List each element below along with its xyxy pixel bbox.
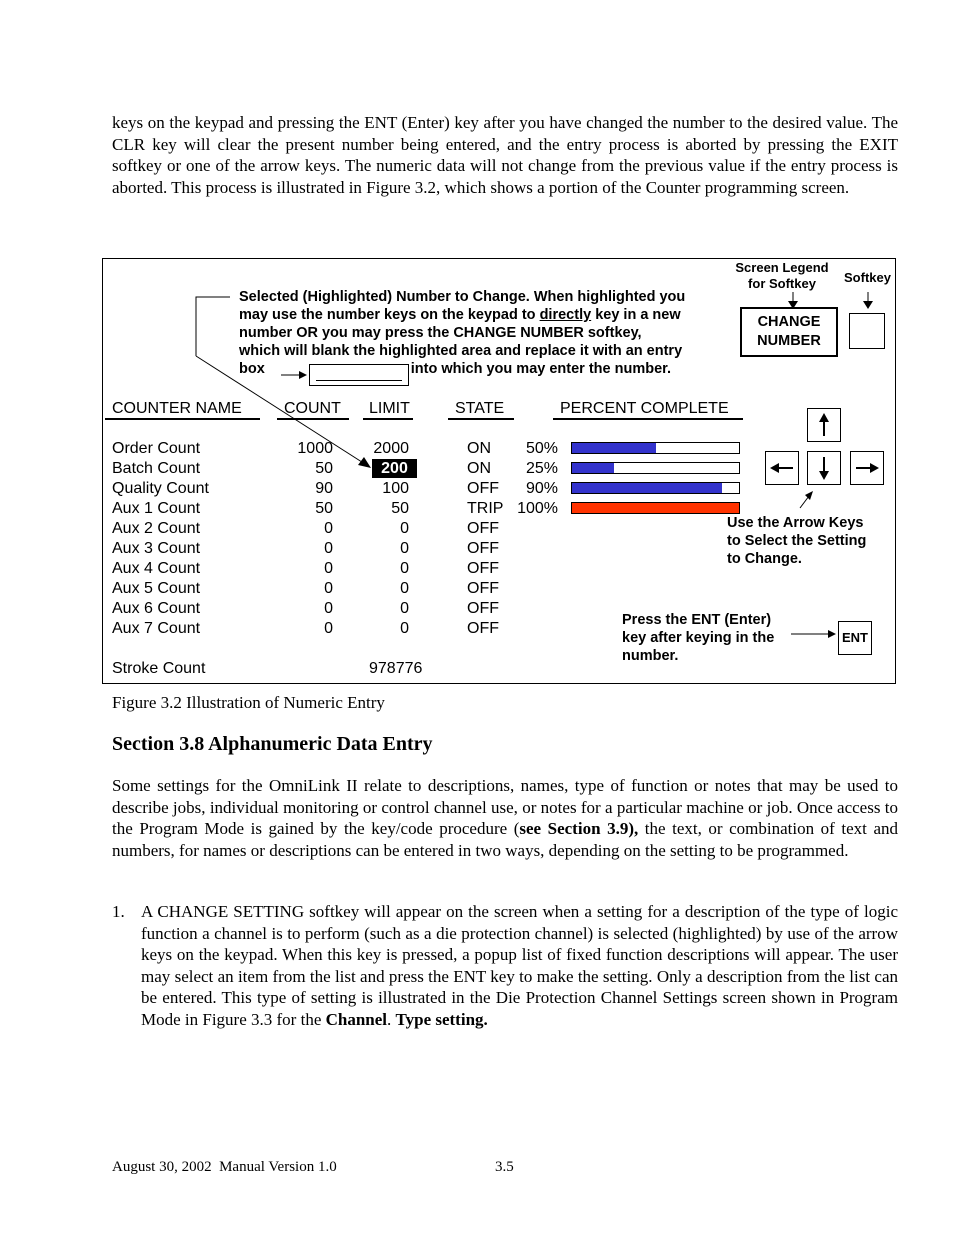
- figure-3-2: [102, 258, 896, 684]
- row-batch-count-name: Batch Count: [112, 460, 201, 477]
- row-aux-1-count-state: TRIP: [467, 500, 504, 517]
- arrow-callout-line-3: to Change.: [727, 551, 802, 567]
- row-order-count-state: ON: [467, 440, 491, 457]
- row-aux-3-count-limit: 0: [400, 540, 409, 557]
- screen-legend-line-1: Screen Legend: [735, 260, 829, 275]
- arrow-down-icon: [808, 452, 840, 484]
- row-aux-1-count-progress-bar: [571, 502, 740, 514]
- arrow-right-icon: [851, 452, 883, 484]
- row-aux-6-count-limit: 0: [400, 600, 409, 617]
- row-aux-2-count-count: 0: [324, 520, 333, 537]
- header-underline-5: [553, 418, 743, 420]
- row-order-count-percent: 50%: [525, 440, 558, 457]
- row-quality-count-progress-bar: [571, 482, 740, 494]
- callout-line-2b: key in a new: [591, 307, 681, 323]
- row-batch-count-limit-highlighted[interactable]: 200: [372, 459, 417, 478]
- arrow-callout-line-2: to Select the Setting: [727, 533, 867, 549]
- row-aux-5-count-limit: 0: [400, 580, 409, 597]
- section-paragraph-bold: see Section 3.9),: [519, 819, 639, 838]
- header-underline-3: [363, 418, 413, 420]
- arrow-keys-callout: [727, 514, 866, 568]
- ent-callout-line-2: key after keying in the: [622, 630, 775, 646]
- row-quality-count-name: Quality Count: [112, 480, 209, 497]
- row-aux-1-count-limit: 50: [391, 500, 409, 517]
- callout-line-4: which will blank the highlighted area and replace it with an entry: [239, 343, 683, 359]
- callout-line-2: [239, 306, 739, 324]
- row-aux-4-count-state: OFF: [467, 560, 499, 577]
- row-aux-6-count-state: OFF: [467, 600, 499, 617]
- row-quality-count-limit: 100: [382, 480, 409, 497]
- row-order-count-limit: 2000: [373, 440, 409, 457]
- intro-paragraph: keys on the keypad and pressing the ENT (Enter) key after you have changed the number to the desired value. The CLR key will clear the present number being entered, and the entry process is aborted by pressing the EXIT softkey or one of the arrow keys. The numeric data will not change from the previous value if the entry process is aborted. This process is illustrated in Figure 3.2, which shows a portion of the Counter programming screen.: [112, 113, 898, 197]
- row-order-count-name: Order Count: [112, 440, 201, 457]
- header-state: STATE: [455, 400, 505, 417]
- row-batch-count-count: 50: [315, 460, 333, 477]
- row-aux-3-count-name: Aux 3 Count: [112, 540, 201, 557]
- stroke-count-value: 978776: [369, 660, 423, 677]
- ent-callout-line-3: number.: [622, 648, 679, 664]
- row-aux-6-count-name: Aux 6 Count: [112, 600, 201, 617]
- list-item-1-text-2: .: [387, 1009, 396, 1029]
- row-aux-4-count-name: Aux 4 Count: [112, 560, 201, 577]
- softkey-button[interactable]: [849, 313, 885, 349]
- progress-fill: [572, 483, 722, 493]
- row-aux-4-count-count: 0: [324, 560, 333, 577]
- progress-fill: [572, 443, 656, 453]
- screen-legend-label: [729, 260, 835, 292]
- progress-fill: [572, 503, 739, 513]
- row-aux-2-count-limit: 0: [400, 520, 409, 537]
- row-aux-6-count-count: 0: [324, 600, 333, 617]
- arrow-up-icon: [808, 409, 840, 441]
- change-number-line-2: NUMBER: [757, 333, 821, 349]
- arrow-callout-line-1: Use the Arrow Keys: [727, 515, 864, 531]
- ent-callout: [622, 611, 774, 665]
- row-aux-7-count-name: Aux 7 Count: [112, 620, 201, 637]
- row-aux-1-count-name: Aux 1 Count: [112, 500, 201, 517]
- row-aux-5-count-state: OFF: [467, 580, 499, 597]
- callout-line-1: Selected (Highlighted) Number to Change. When highlighted you: [239, 289, 686, 305]
- section-heading: Section 3.8 Alphanumeric Data Entry: [112, 733, 433, 755]
- row-batch-count-percent: 25%: [525, 460, 558, 477]
- list-item-1-number: 1.: [112, 902, 125, 921]
- row-aux-7-count-state: OFF: [467, 620, 499, 637]
- header-underline-4: [448, 418, 514, 420]
- header-counter-name-text: COUNTER NAME: [112, 400, 242, 417]
- list-item-1: [141, 901, 898, 1030]
- callout-line-2-underline: directly: [539, 307, 592, 323]
- row-quality-count-count: 90: [315, 480, 333, 497]
- row-batch-count-state: ON: [467, 460, 491, 477]
- callout-line-5a: box: [239, 361, 265, 377]
- list-item-1-bold-2: Type setting.: [395, 1009, 488, 1029]
- row-aux-5-count-name: Aux 5 Count: [112, 580, 201, 597]
- header-count: COUNT: [284, 400, 341, 417]
- section-paragraph-part-2: the text, or combination of text and numbers, for names or descriptions can be entered in two ways, depending on the setting to be programmed.: [112, 819, 898, 860]
- ent-key[interactable]: ENT: [838, 621, 872, 655]
- header-percent-complete: PERCENT COMPLETE: [560, 400, 729, 417]
- row-aux-7-count-count: 0: [324, 620, 333, 637]
- row-quality-count-state: OFF: [467, 480, 499, 497]
- row-aux-1-count-percent: 100%: [517, 500, 558, 517]
- header-underline-2: [277, 418, 349, 420]
- header-counter-name: [112, 400, 242, 418]
- list-item-1-bold-1: Channel: [325, 1009, 388, 1029]
- row-aux-5-count-count: 0: [324, 580, 333, 597]
- entry-box-icon: [309, 364, 409, 386]
- row-aux-7-count-limit: 0: [400, 620, 409, 637]
- row-batch-count-progress-bar: [571, 462, 740, 474]
- list-item-1-text: A CHANGE SETTING softkey will appear on the screen when a setting for a description of the type of logic function a channel is to perform (such as a die protection channel) is selected (highlighted) by use of the arrow keys on the keypad. When this key is pressed, a popup list of fixed function descriptions will appear. The user may select an item from the list and press the ENT key to make the setting. Only a description from the list can be entered. This type of setting is illustrated in the Die Protection Channel Settings screen shown in Program Mode in Figure 3.3 for the: [141, 902, 898, 1029]
- stroke-count-label: Stroke Count: [112, 660, 206, 677]
- down-arrow-key[interactable]: [807, 451, 841, 485]
- header-limit: LIMIT: [369, 400, 410, 417]
- change-number-line-1: CHANGE: [757, 314, 821, 330]
- callout-line-3: number OR you may press the CHANGE NUMBER softkey,: [239, 325, 642, 341]
- footer-page-number: 3.5: [495, 1159, 514, 1175]
- left-arrow-key[interactable]: [765, 451, 799, 485]
- change-number-softkey-legend[interactable]: [740, 307, 838, 357]
- row-aux-3-count-count: 0: [324, 540, 333, 557]
- section-paragraph-part-1: Some settings for the OmniLink II relate to descriptions, names, type of function or notes that may be used to describe jobs, individual monitoring or control channel use, or notes for a particular machine or job. Once access to the Program Mode is gained by the key/code procedure (: [112, 776, 898, 838]
- row-order-count-count: 1000: [297, 440, 333, 457]
- screen-legend-line-2: for Softkey: [748, 276, 816, 291]
- callout-line-5b: into which you may enter the number.: [410, 361, 672, 377]
- header-underline-1: [105, 418, 260, 420]
- row-aux-2-count-state: OFF: [467, 520, 499, 537]
- row-aux-3-count-state: OFF: [467, 540, 499, 557]
- ent-callout-line-1: Press the ENT (Enter): [622, 612, 772, 628]
- callout-line-2a: may use the number keys on the keypad to: [239, 307, 540, 323]
- row-aux-4-count-limit: 0: [400, 560, 409, 577]
- figure-caption: Figure 3.2 Illustration of Numeric Entry: [112, 693, 385, 712]
- softkey-label: Softkey: [844, 270, 891, 285]
- row-aux-2-count-name: Aux 2 Count: [112, 520, 201, 537]
- footer-date-version: August 30, 2002 Manual Version 1.0: [112, 1159, 337, 1175]
- row-order-count-progress-bar: [571, 442, 740, 454]
- progress-fill: [572, 463, 614, 473]
- row-quality-count-percent: 90%: [525, 480, 558, 497]
- arrow-left-icon: [766, 452, 798, 484]
- right-arrow-key[interactable]: [850, 451, 884, 485]
- section-paragraph: [112, 775, 898, 861]
- row-aux-1-count-count: 50: [315, 500, 333, 517]
- up-arrow-key[interactable]: [807, 408, 841, 442]
